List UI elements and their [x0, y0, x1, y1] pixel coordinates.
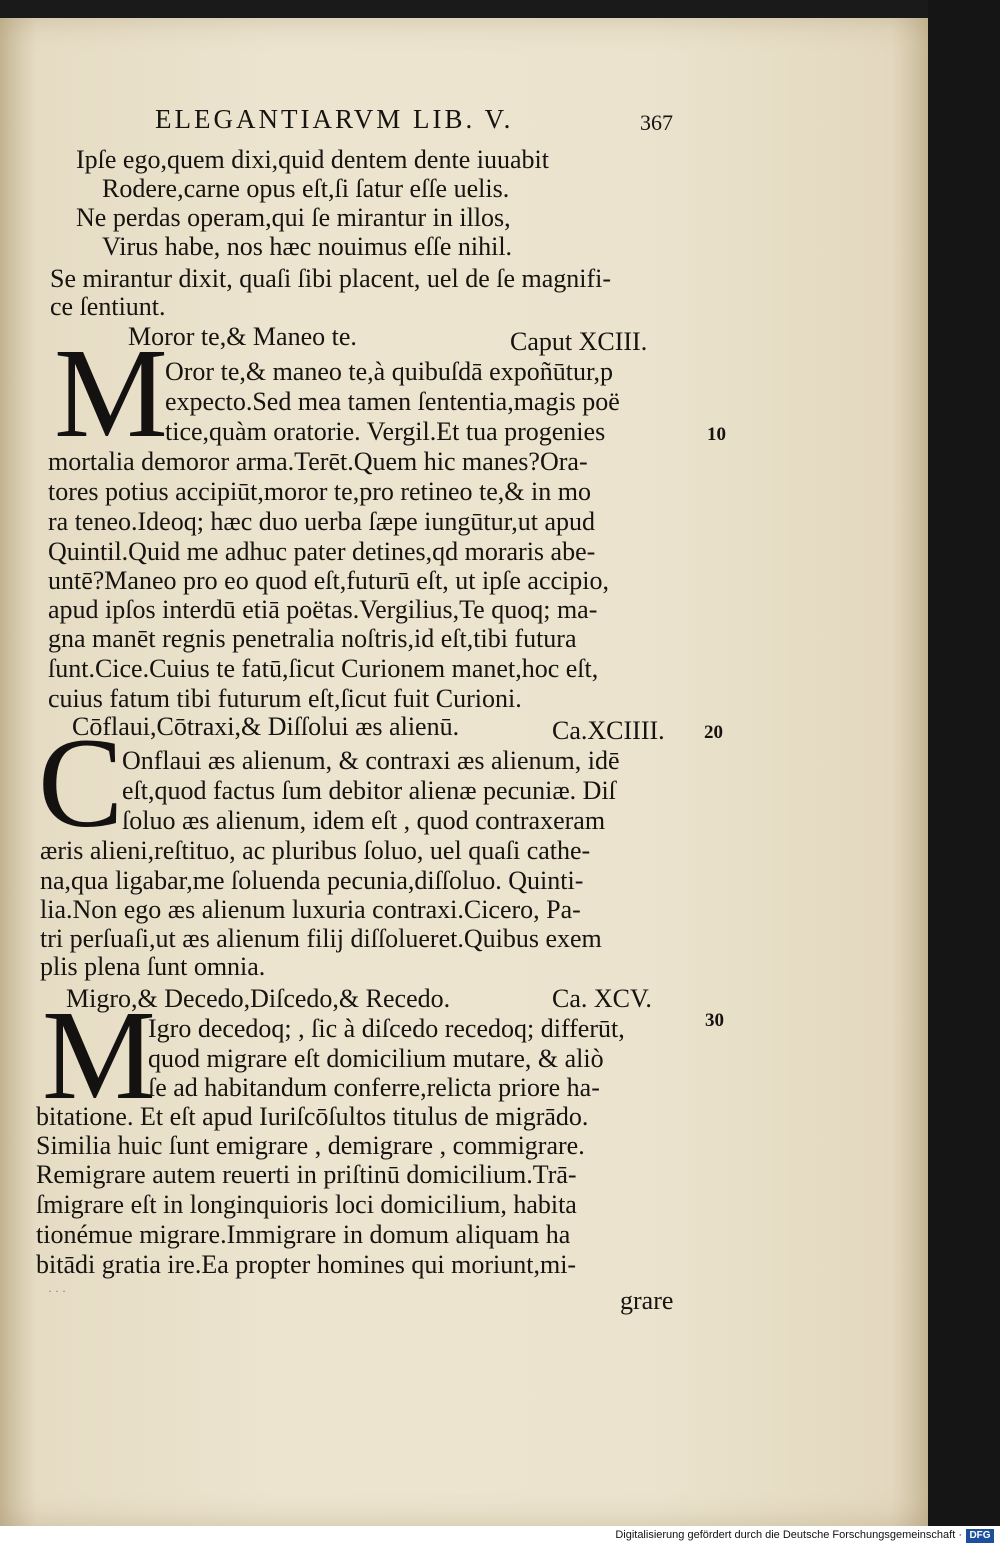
- section-heading: Migro,& Decedo,Diſcedo,& Recedo.: [66, 984, 451, 1013]
- text-line: æris alieni,reſtituo, ac pluribus ſoluo, uel quaſi cathe-: [40, 836, 591, 865]
- text-line: Similia huic ſunt emigrare , demigrare , commigrare.: [36, 1131, 585, 1160]
- section-heading: Moror te,& Maneo te.: [128, 322, 357, 351]
- text-line: mortalia demoror arma.Terēt.Quem hic manes?Ora-: [48, 447, 588, 476]
- margin-line-number: 20: [704, 722, 723, 743]
- text-line: quod migrare eſt domicilium mutare, & aliò: [148, 1044, 604, 1073]
- text-line: Remigrare autem reuerti in priſtinū domicilium.Trā-: [36, 1160, 577, 1189]
- page-number: 367: [640, 110, 673, 135]
- text-line: tionémue migrare.Immigrare in domum aliquam ha: [36, 1220, 571, 1249]
- chapter-label: Ca.XCIIII.: [552, 716, 665, 745]
- text-line: bitatione. Et eſt apud Iuriſcōſultos titulus de migrādo.: [36, 1102, 589, 1131]
- text-line: ſe ad habitandum conferre,relicta priore ha-: [148, 1073, 600, 1102]
- text-line: cuius fatum tibi futurum eſt,ſicut fuit Curioni.: [48, 684, 522, 713]
- printer-mark: · · ·: [48, 1284, 66, 1298]
- text-line: ſmigrare eſt in longinquioris loci domicilium, habita: [36, 1190, 577, 1219]
- catchword: grare: [620, 1286, 674, 1315]
- margin-line-number: 10: [707, 424, 726, 445]
- poem-line: Rodere,carne opus eſt,ſi ſatur eſſe uelis.: [102, 174, 510, 203]
- text-line: lia.Non ego æs alienum luxuria contraxi.Cicero, Pa-: [40, 895, 581, 924]
- text-line: ſunt.Cice.Cuius te fatū,ſicut Curionem manet,hoc eſt,: [48, 654, 599, 683]
- text-line: tri perſuaſi,ut æs alienum filij diſſolueret.Quibus exem: [40, 924, 602, 953]
- text-line: plis plena ſunt omnia.: [40, 952, 266, 981]
- chapter-label: Caput XCIII.: [510, 327, 648, 356]
- dfg-logo: DFG: [966, 1529, 994, 1543]
- chapter-label: Ca. XCV.: [552, 984, 652, 1013]
- text-line: ſoluo æs alienum, idem eſt , quod contraxeram: [122, 806, 606, 835]
- margin-line-number: 30: [705, 1010, 724, 1031]
- text-line: untē?Maneo pro eo quod eſt,futurū eſt, ut ipſe accipio,: [48, 566, 609, 595]
- text-line: Se mirantur dixit, quaſi ſibi placent, uel de ſe magnifi-: [50, 264, 612, 293]
- scan-background: [928, 0, 1000, 1526]
- text-line: gna manēt regnis penetralia noſtris,id eſt,tibi futura: [48, 624, 577, 653]
- funding-credit: Digitalisierung gefördert durch die Deutsche Forschungsgemeinschaft ·: [615, 1529, 962, 1541]
- text-line: eſt,quod factus ſum debitor alienæ pecuniæ. Diſ: [122, 776, 616, 805]
- decorated-initial: M: [54, 322, 168, 464]
- running-title: ELEGANTIARVM LIB. V.: [155, 104, 514, 134]
- poem-line: Ipſe ego,quem dixi,quid dentem dente iuuabit: [76, 145, 549, 174]
- text-line: bitādi gratia ire.Ea propter homines qui moriunt,mi-: [36, 1250, 577, 1279]
- text-line: ra teneo.Ideoq; hæc duo uerba ſæpe iungūtur,ut apud: [48, 507, 595, 536]
- footer-bar: [0, 1526, 1000, 1546]
- text-line: na,qua ligabar,me ſoluenda pecunia,diſſoluo. Quinti-: [40, 866, 584, 895]
- text-line: Onflaui æs alienum, & contraxi æs alienum, idē: [122, 746, 620, 775]
- section-heading: Cōflaui,Cōtraxi,& Diſſolui æs alienū.: [72, 712, 460, 741]
- decorated-initial: M: [42, 984, 156, 1126]
- text-line: Quintil.Quid me adhuc pater detines,qd moraris abe-: [48, 537, 596, 566]
- poem-line: Virus habe, nos hæc nouimus eſſe nihil.: [102, 232, 513, 261]
- text-line: Igro decedoq; , ſic à diſcedo recedoq; differūt,: [148, 1014, 625, 1043]
- text-line: apud ipſos interdū etiā poëtas.Vergilius,Te quoq; ma-: [48, 595, 598, 624]
- poem-line: Ne perdas operam,qui ſe mirantur in illos,: [76, 203, 511, 232]
- decorated-initial: C: [38, 712, 124, 854]
- text-line: tores potius accipiūt,moror te,pro retineo te,& in mo: [48, 477, 591, 506]
- text-line: expecto.Sed mea tamen ſententia,magis poë: [165, 387, 620, 416]
- text-line: Oror te,& maneo te,à quibuſdā expoñūtur,p: [165, 357, 614, 386]
- text-line: tice,quàm oratorie. Vergil.Et tua progenies: [165, 417, 606, 446]
- text-line: ce ſentiunt.: [50, 292, 166, 321]
